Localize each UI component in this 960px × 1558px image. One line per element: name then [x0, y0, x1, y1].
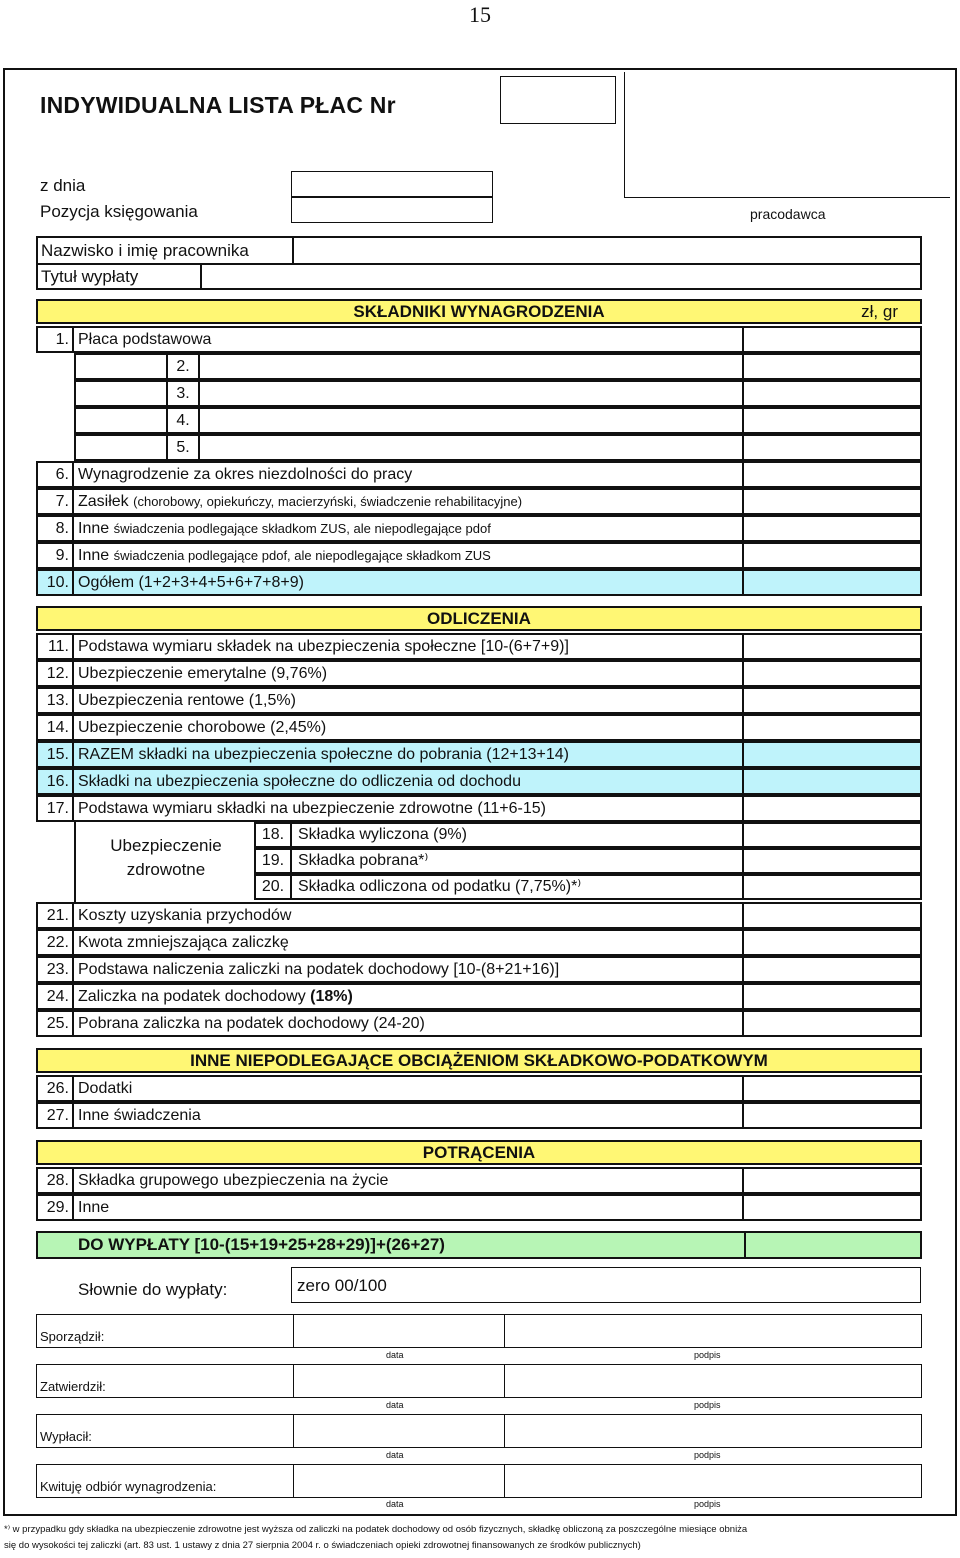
row-number: 28.	[38, 1169, 74, 1192]
row-8	[36, 515, 922, 542]
value-field[interactable]	[742, 1104, 920, 1127]
row-number: 5.	[166, 436, 200, 459]
row-label: Ogółem (1+2+3+4+5+6+7+8+9)	[78, 574, 304, 591]
value-field[interactable]	[742, 985, 920, 1008]
row-number: 9.	[38, 544, 74, 567]
value-field[interactable]	[742, 544, 920, 567]
row-label-main: Inne	[78, 520, 110, 537]
value-field[interactable]	[742, 904, 920, 927]
signature-caption: podpis	[694, 1350, 721, 1360]
signature-caption: podpis	[694, 1450, 721, 1460]
row-16	[36, 768, 922, 795]
row-label: Składka grupowego ubezpieczenia na życie	[78, 1172, 389, 1189]
row-number: 7.	[38, 490, 74, 513]
signature-field[interactable]	[503, 1415, 921, 1447]
row-27	[36, 1102, 922, 1129]
row-label: RAZEM składki na ubezpieczenia społeczne do pobrania (12+13+14)	[78, 746, 569, 763]
value-field[interactable]	[742, 850, 920, 872]
sig-prepared-label: Sporządził:	[40, 1329, 105, 1344]
signature-field[interactable]	[503, 1315, 921, 1347]
posting-label: Pozycja księgowania	[40, 202, 198, 221]
footnote-line-1: *⁾ w przypadku gdy składka na ubezpieczenie zdrowotne jest wyższa od zaliczki na podatek dochodowy od osób fizycznych, składkę obliczoną za poszczególne miesiące obniża	[4, 1524, 748, 1535]
health-insurance-group	[74, 822, 254, 902]
row-2	[74, 353, 922, 380]
row-number: 22.	[38, 931, 74, 954]
payment-title-label: Tytuł wypłaty	[41, 267, 139, 286]
section-deductions-title: ODLICZENIA	[427, 609, 531, 628]
row-number: 14.	[38, 716, 74, 739]
row-number: 16.	[38, 770, 74, 793]
row-label-main: Zasiłek	[78, 493, 129, 510]
row-number: 12.	[38, 662, 74, 685]
value-field[interactable]	[742, 382, 920, 405]
row-25	[36, 1010, 922, 1037]
row-17	[36, 795, 922, 822]
value-field[interactable]	[742, 689, 920, 712]
value-field[interactable]	[742, 635, 920, 658]
row-label: Ubezpieczenie chorobowe (2,45%)	[78, 719, 327, 736]
date-caption: data	[386, 1499, 404, 1509]
row-number: 25.	[38, 1012, 74, 1035]
row-number: 17.	[38, 797, 74, 820]
row-label-sub: świadczenia podlegające składkom ZUS, ale niepodlegające pdof	[113, 521, 491, 536]
row-11	[36, 633, 922, 660]
row-label	[78, 517, 491, 540]
row-24	[36, 983, 922, 1010]
row-label: Płaca podstawowa	[78, 331, 212, 348]
employer-stamp-area[interactable]	[624, 72, 950, 198]
row-number: 20.	[256, 876, 292, 898]
row-number: 1.	[38, 328, 74, 351]
row-1	[36, 326, 922, 353]
date-field[interactable]	[293, 1315, 505, 1347]
value-field[interactable]	[742, 490, 920, 513]
row-label: Składki na ubezpieczenia społeczne do odliczenia od dochodu	[78, 773, 521, 790]
row-number: 21.	[38, 904, 74, 927]
row-5	[74, 434, 922, 461]
signature-caption: podpis	[694, 1400, 721, 1410]
row-28	[36, 1167, 922, 1194]
value-field[interactable]	[742, 517, 920, 540]
signature-field[interactable]	[503, 1465, 921, 1497]
payout-row	[36, 1231, 922, 1259]
row-number: 15.	[38, 743, 74, 766]
row-label: Inne świadczenia	[78, 1107, 201, 1124]
row-label-sub: świadczenia podlegające pdof, ale niepodlegające składkom ZUS	[113, 548, 491, 563]
row-label: Podstawa naliczenia zaliczki na podatek dochodowy [10-(8+21+16)]	[78, 961, 560, 978]
row-label: Kwota zmniejszająca zaliczkę	[78, 934, 289, 951]
value-field[interactable]	[742, 571, 920, 594]
section-deductions-header	[36, 606, 922, 631]
date-caption: data	[386, 1450, 404, 1460]
row-label: Inne	[78, 1199, 110, 1216]
value-field[interactable]	[742, 1169, 920, 1192]
sig-approved-label: Zatwierdził:	[40, 1379, 106, 1394]
value-field[interactable]	[742, 1196, 920, 1219]
row-label	[78, 544, 491, 567]
posting-field[interactable]	[291, 197, 493, 223]
value-field[interactable]	[742, 355, 920, 378]
signature-field[interactable]	[503, 1365, 921, 1397]
row-number: 29.	[38, 1196, 74, 1219]
date-caption: data	[386, 1400, 404, 1410]
row-26	[36, 1075, 922, 1102]
row-20	[254, 874, 922, 900]
sig-prepared	[36, 1314, 922, 1348]
row-13	[36, 687, 922, 714]
section-components-header	[36, 299, 922, 324]
value-field[interactable]	[742, 1077, 920, 1100]
row-19	[254, 848, 922, 874]
row-9	[36, 542, 922, 569]
row-number: 23.	[38, 958, 74, 981]
row-number: 3.	[166, 382, 200, 405]
row-label	[78, 490, 522, 513]
value-field[interactable]	[742, 743, 920, 766]
row-3	[74, 380, 922, 407]
payout-label: DO WYPŁATY [10-(15+19+25+28+29)]+(26+27)	[78, 1235, 445, 1254]
value-field[interactable]	[742, 463, 920, 486]
signature-caption: podpis	[694, 1499, 721, 1509]
words-field[interactable]	[291, 1267, 921, 1303]
row-number: 10.	[38, 571, 74, 594]
row-21	[36, 902, 922, 929]
currency-label: zł, gr	[861, 302, 898, 321]
row-number: 11.	[38, 635, 74, 658]
row-label: Wynagrodzenie za okres niezdolności do pracy	[78, 466, 413, 483]
section-withholdings-header	[36, 1140, 922, 1165]
row-label: Koszty uzyskania przychodów	[78, 907, 292, 924]
date-field[interactable]	[293, 1465, 505, 1497]
words-label: Słownie do wypłaty:	[78, 1280, 228, 1299]
value-field[interactable]	[742, 876, 920, 898]
value-field[interactable]	[742, 436, 920, 459]
date-field[interactable]	[293, 1365, 505, 1397]
value-field[interactable]	[742, 409, 920, 432]
date-caption: data	[386, 1350, 404, 1360]
form-title: INDYWIDUALNA LISTA PŁAC Nr	[40, 92, 396, 118]
row-number: 8.	[38, 517, 74, 540]
row-number: 26.	[38, 1077, 74, 1100]
value-field[interactable]	[742, 931, 920, 954]
row-label: Podstawa wymiaru składek na ubezpieczenia społeczne [10-(6+7+9)]	[78, 638, 569, 655]
row-label: Pobrana zaliczka na podatek dochodowy (24-20)	[78, 1015, 425, 1032]
row-label: Składka odliczona od podatku (7,75%)*⁾	[298, 878, 582, 895]
row-label-rate: (18%)	[310, 988, 353, 1005]
footnote-line-2: się do wysokości tej zaliczki (art. 83 ust. 1 ustawy z dnia 27 sierpnia 2004 r. o świadczeniach opieki zdrowotnej finansowanych ze środków publicznych)	[4, 1540, 641, 1551]
section-components-title: SKŁADNIKI WYNAGRODZENIA	[353, 302, 605, 321]
employer-label: pracodawca	[750, 206, 826, 222]
value-field[interactable]	[742, 716, 920, 739]
row-label-main: Inne	[78, 547, 110, 564]
row-label	[78, 985, 353, 1008]
value-field[interactable]	[742, 662, 920, 685]
date-field[interactable]	[291, 171, 493, 197]
value-field[interactable]	[742, 328, 920, 351]
row-6	[36, 461, 922, 488]
row-number: 2.	[166, 355, 200, 378]
row-label: Dodatki	[78, 1080, 133, 1097]
row-12	[36, 660, 922, 687]
sig-paid	[36, 1414, 922, 1448]
section-other-title: INNE NIEPODLEGAJĄCE OBCIĄŻENIOM SKŁADKOWO-PODATKOWYM	[190, 1051, 768, 1070]
date-label: z dnia	[40, 176, 86, 195]
list-number-field[interactable]	[500, 76, 616, 124]
row-label-main: Zaliczka na podatek dochodowy	[78, 988, 306, 1005]
employee-block	[36, 236, 922, 290]
row-number: 27.	[38, 1104, 74, 1127]
payout-value-field[interactable]	[744, 1233, 920, 1257]
section-withholdings-title: POTRĄCENIA	[422, 1143, 536, 1162]
value-field[interactable]	[742, 797, 920, 820]
sig-received-label: Kwituję odbiór wynagrodzenia:	[40, 1479, 217, 1494]
row-15	[36, 741, 922, 768]
row-label: Składka wyliczona (9%)	[298, 826, 467, 843]
value-field[interactable]	[742, 1012, 920, 1035]
words-value: zero 00/100	[297, 1276, 387, 1295]
value-field[interactable]	[742, 824, 920, 846]
row-number: 13.	[38, 689, 74, 712]
row-number: 4.	[166, 409, 200, 432]
health-label-1: Ubezpieczenie	[110, 836, 222, 855]
section-other-header	[36, 1048, 922, 1073]
row-label: Składka pobrana*⁾	[298, 852, 429, 869]
row-4	[74, 407, 922, 434]
row-label-sub: (chorobowy, opiekuńczy, macierzyński, świadczenie rehabilitacyjne)	[133, 494, 523, 509]
row-18	[254, 822, 922, 848]
sig-received	[36, 1464, 922, 1498]
sig-approved	[36, 1364, 922, 1398]
row-label: Ubezpieczenie emerytalne (9,76%)	[78, 665, 328, 682]
row-number: 18.	[256, 824, 292, 846]
value-field[interactable]	[742, 770, 920, 793]
row-number: 24.	[38, 985, 74, 1008]
health-label-2: zdrowotne	[126, 860, 206, 879]
row-23	[36, 956, 922, 983]
row-10	[36, 569, 922, 596]
row-label: Podstawa wymiaru składki na ubezpieczenie zdrowotne (11+6-15)	[78, 800, 546, 817]
row-number: 19.	[256, 850, 292, 872]
page-number: 15	[469, 2, 491, 27]
sig-paid-label: Wypłacił:	[40, 1429, 92, 1444]
employee-name-label: Nazwisko i imię pracownika	[41, 241, 249, 260]
row-label: Ubezpieczenia rentowe (1,5%)	[78, 692, 296, 709]
row-number: 6.	[38, 463, 74, 486]
value-field[interactable]	[742, 958, 920, 981]
row-29	[36, 1194, 922, 1221]
date-field[interactable]	[293, 1415, 505, 1447]
row-14	[36, 714, 922, 741]
row-22	[36, 929, 922, 956]
row-7	[36, 488, 922, 515]
